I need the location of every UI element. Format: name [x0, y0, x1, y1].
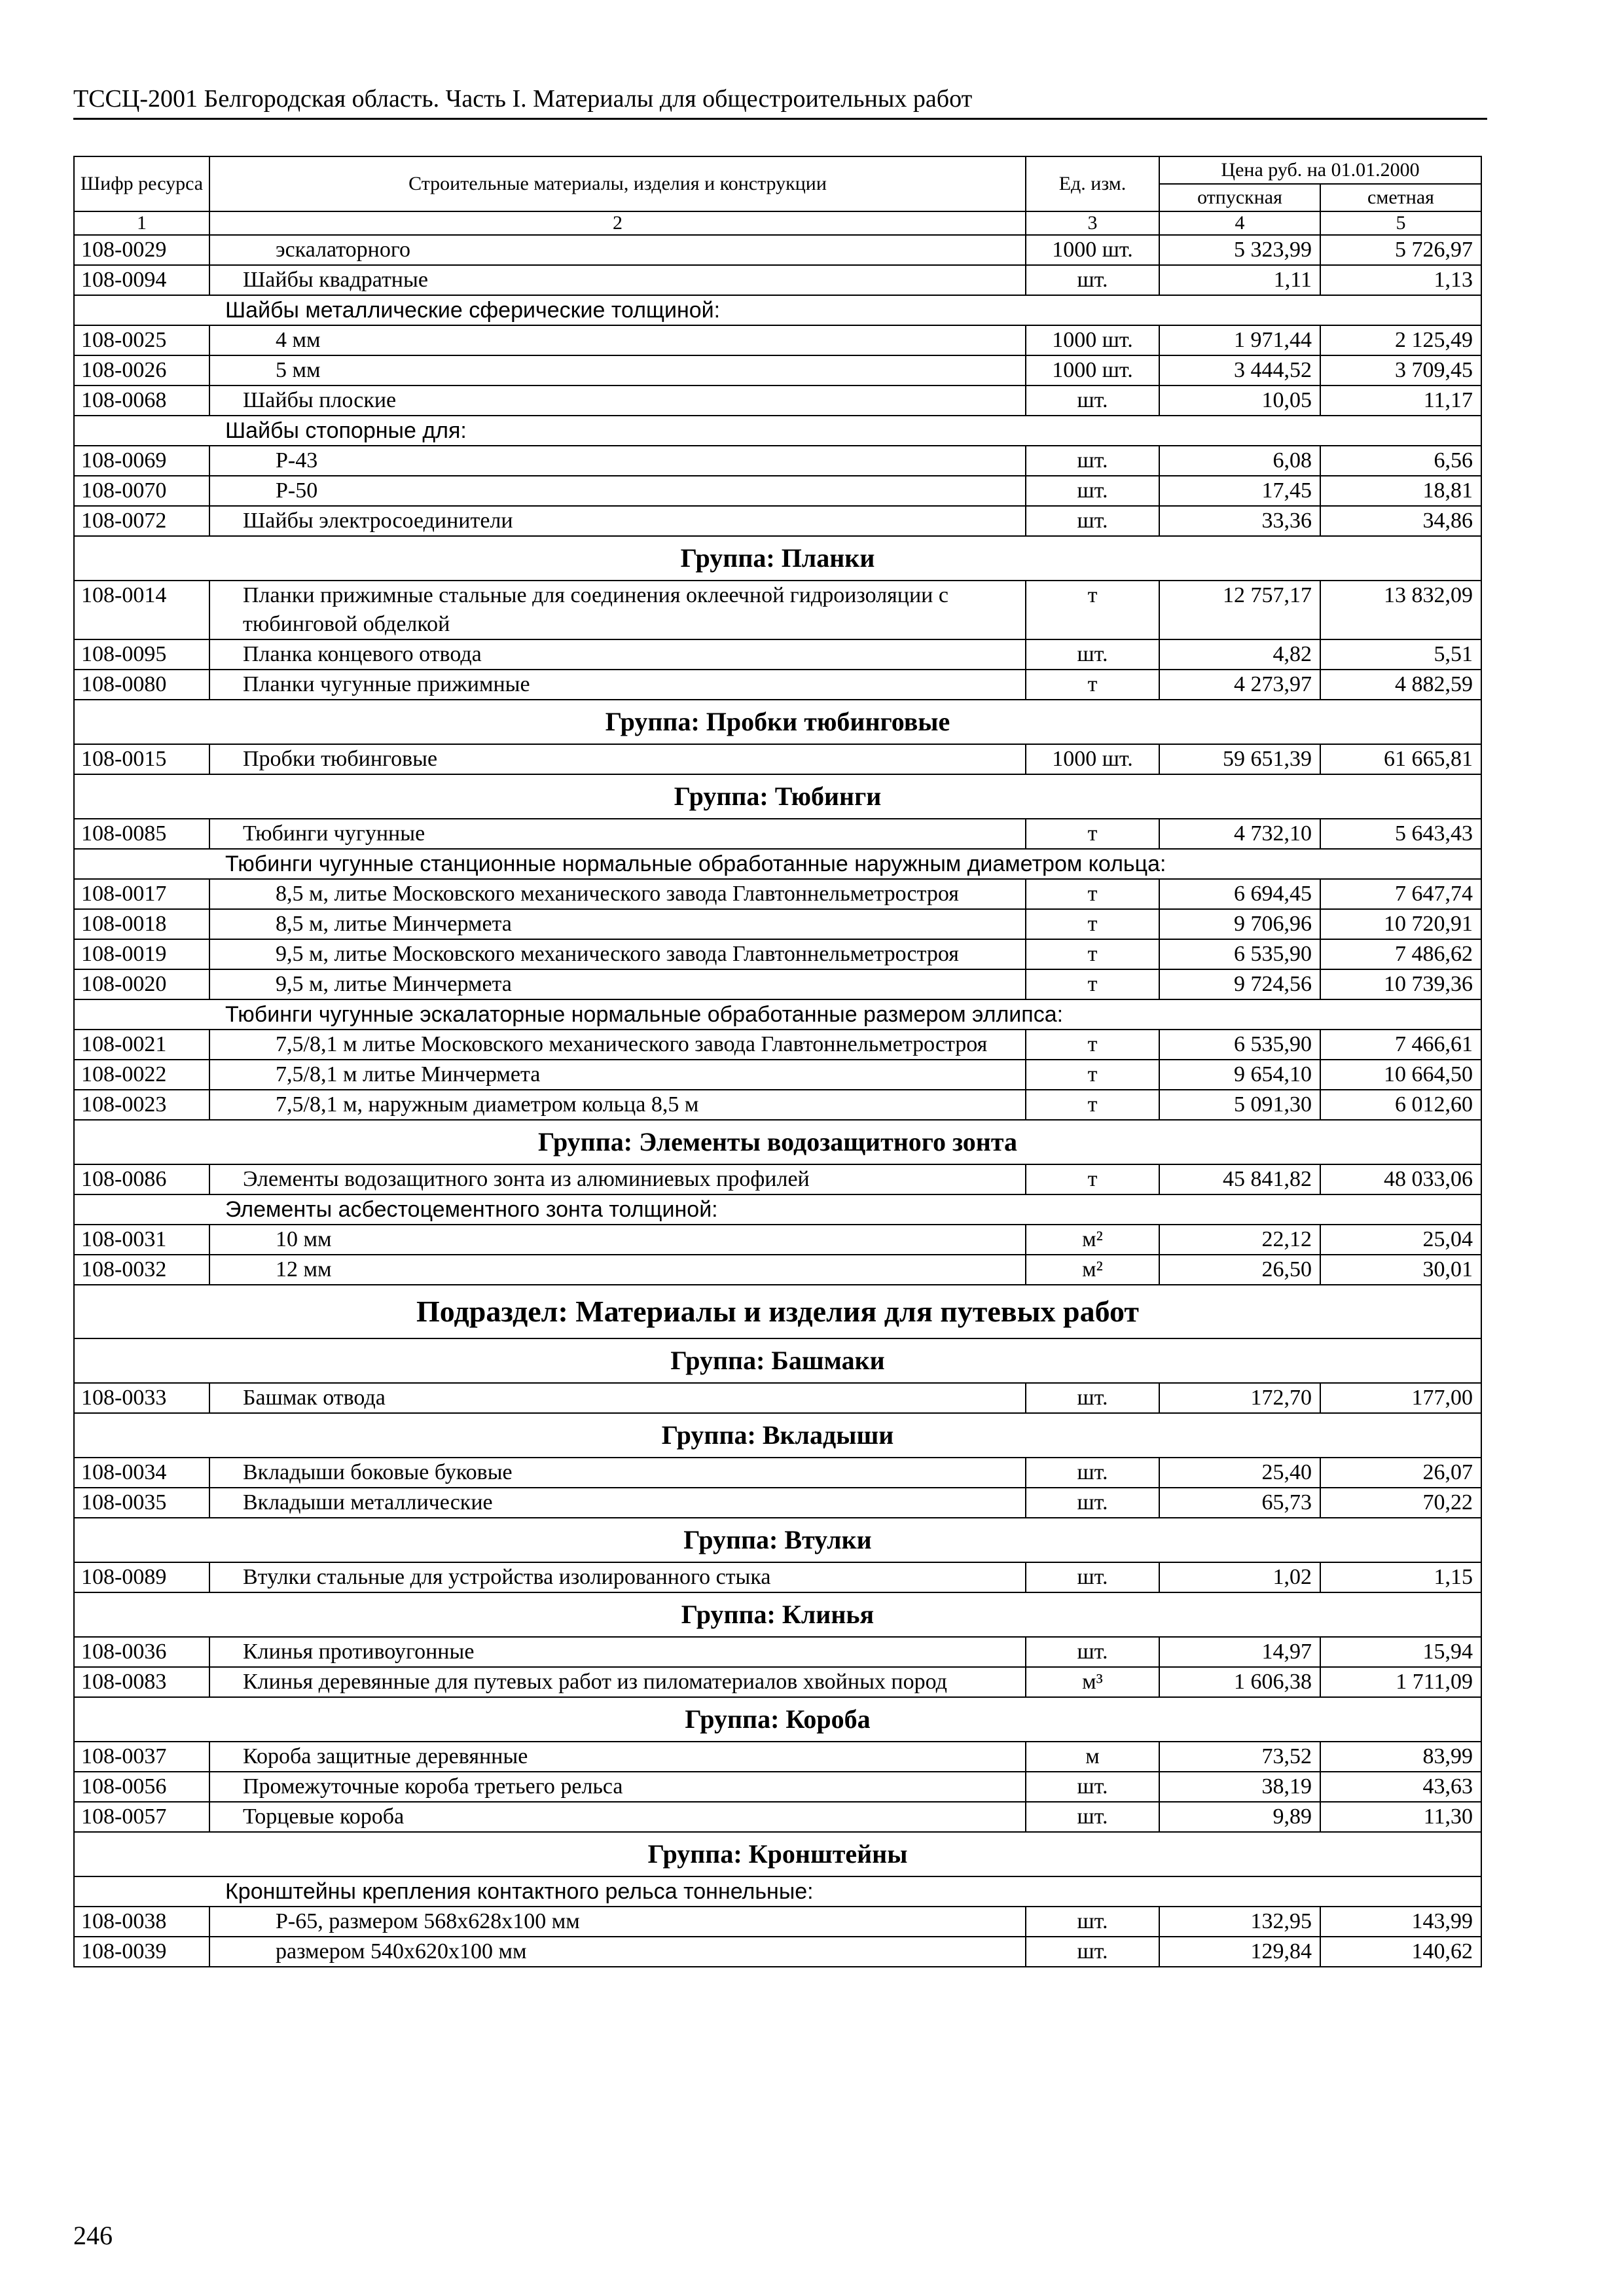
- release-price: 6,08: [1159, 446, 1320, 476]
- unit: шт.: [1026, 446, 1159, 476]
- estimate-price: 177,00: [1320, 1383, 1481, 1413]
- release-price: 38,19: [1159, 1772, 1320, 1802]
- resource-code: 108-0036: [74, 1637, 209, 1667]
- unit: шт.: [1026, 1458, 1159, 1488]
- release-price: 3 444,52: [1159, 355, 1320, 386]
- unit: шт.: [1026, 1907, 1159, 1937]
- material-name: Промежуточные короба третьего рельса: [209, 1772, 1026, 1802]
- resource-code: 108-0085: [74, 819, 209, 849]
- group-row: [74, 700, 1481, 744]
- group-title: Группа: Элементы водозащитного зонта: [74, 1120, 1481, 1164]
- table-row: [74, 939, 1481, 969]
- subtitle-row: [74, 416, 1481, 446]
- resource-code: 108-0031: [74, 1225, 209, 1255]
- material-name: 10 мм: [209, 1225, 1026, 1255]
- material-name: Планки прижимные стальные для соединения оклеечной гидроизоляции с тюбинговой обделкой: [209, 581, 1026, 639]
- subtitle-row: [74, 295, 1481, 325]
- resource-code: 108-0021: [74, 1030, 209, 1060]
- table-row: [74, 1772, 1481, 1802]
- estimate-price: 10 720,91: [1320, 909, 1481, 939]
- subtitle-row: [74, 849, 1481, 879]
- table-row: [74, 581, 1481, 639]
- estimate-price: 61 665,81: [1320, 744, 1481, 774]
- estimate-price: 1 711,09: [1320, 1667, 1481, 1697]
- unit: шт.: [1026, 476, 1159, 506]
- header-estimate-price: сметная: [1320, 184, 1481, 211]
- release-price: 1 971,44: [1159, 325, 1320, 355]
- material-name: Р-65, размером 568x628x100 мм: [209, 1907, 1026, 1937]
- resource-code: 108-0020: [74, 969, 209, 999]
- group-row: [74, 1697, 1481, 1742]
- subtitle: Элементы асбестоцементного зонта толщиной:: [74, 1194, 1481, 1225]
- release-price: 14,97: [1159, 1637, 1320, 1667]
- estimate-price: 13 832,09: [1320, 581, 1481, 639]
- unit: 1000 шт.: [1026, 325, 1159, 355]
- unit: т: [1026, 939, 1159, 969]
- subsection-row: [74, 1285, 1481, 1338]
- estimate-price: 11,17: [1320, 386, 1481, 416]
- release-price: 5 323,99: [1159, 235, 1320, 265]
- resource-code: 108-0039: [74, 1937, 209, 1967]
- resource-code: 108-0080: [74, 670, 209, 700]
- table-row: [74, 1667, 1481, 1697]
- estimate-price: 7 466,61: [1320, 1030, 1481, 1060]
- unit: т: [1026, 1164, 1159, 1194]
- release-price: 9,89: [1159, 1802, 1320, 1832]
- material-name: Вкладыши металлические: [209, 1488, 1026, 1518]
- unit: шт.: [1026, 1772, 1159, 1802]
- release-price: 9 724,56: [1159, 969, 1320, 999]
- group-row: [74, 536, 1481, 581]
- estimate-price: 6 012,60: [1320, 1090, 1481, 1120]
- unit: м²: [1026, 1225, 1159, 1255]
- estimate-price: 5 726,97: [1320, 235, 1481, 265]
- table-body: [74, 235, 1481, 1967]
- release-price: 4 273,97: [1159, 670, 1320, 700]
- unit: шт.: [1026, 386, 1159, 416]
- material-name: эскалаторного: [209, 235, 1026, 265]
- table-row: [74, 1060, 1481, 1090]
- material-name: Шайбы электросоединители: [209, 506, 1026, 536]
- table-row: [74, 1030, 1481, 1060]
- material-name: Элементы водозащитного зонта из алюминиевых профилей: [209, 1164, 1026, 1194]
- table-row: [74, 355, 1481, 386]
- resource-code: 108-0095: [74, 639, 209, 670]
- group-title: Группа: Башмаки: [74, 1338, 1481, 1383]
- unit: т: [1026, 879, 1159, 909]
- estimate-price: 26,07: [1320, 1458, 1481, 1488]
- material-name: Пробки тюбинговые: [209, 744, 1026, 774]
- release-price: 25,40: [1159, 1458, 1320, 1488]
- unit: шт.: [1026, 1383, 1159, 1413]
- material-name: 9,5 м, литье Минчермета: [209, 969, 1026, 999]
- resource-code: 108-0038: [74, 1907, 209, 1937]
- release-price: 26,50: [1159, 1255, 1320, 1285]
- subtitle: Шайбы стопорные для:: [74, 416, 1481, 446]
- resource-code: 108-0068: [74, 386, 209, 416]
- unit: шт.: [1026, 506, 1159, 536]
- subsection-title: Подраздел: Материалы и изделия для путевых работ: [74, 1285, 1481, 1338]
- resource-code: 108-0023: [74, 1090, 209, 1120]
- material-name: Р-50: [209, 476, 1026, 506]
- resource-code: 108-0019: [74, 939, 209, 969]
- estimate-price: 6,56: [1320, 446, 1481, 476]
- group-row: [74, 774, 1481, 819]
- material-name: Торцевые короба: [209, 1802, 1026, 1832]
- group-row: [74, 1518, 1481, 1562]
- estimate-price: 7 486,62: [1320, 939, 1481, 969]
- column-number: 4: [1159, 211, 1320, 235]
- unit: т: [1026, 1090, 1159, 1120]
- estimate-price: 143,99: [1320, 1907, 1481, 1937]
- release-price: 9 706,96: [1159, 909, 1320, 939]
- resource-code: 108-0070: [74, 476, 209, 506]
- unit: шт.: [1026, 1562, 1159, 1592]
- material-name: Шайбы плоские: [209, 386, 1026, 416]
- release-price: 73,52: [1159, 1742, 1320, 1772]
- group-title: Группа: Пробки тюбинговые: [74, 700, 1481, 744]
- release-price: 10,05: [1159, 386, 1320, 416]
- table-row: [74, 744, 1481, 774]
- release-price: 22,12: [1159, 1225, 1320, 1255]
- unit: 1000 шт.: [1026, 355, 1159, 386]
- subtitle: Шайбы металлические сферические толщиной:: [74, 295, 1481, 325]
- subtitle: Кронштейны крепления контактного рельса тоннельные:: [74, 1876, 1481, 1907]
- subtitle-row: [74, 999, 1481, 1030]
- table-row: [74, 265, 1481, 295]
- material-name: 8,5 м, литье Московского механического завода Главтоннельметростроя: [209, 879, 1026, 909]
- table-row: [74, 909, 1481, 939]
- table-row: [74, 235, 1481, 265]
- resource-code: 108-0086: [74, 1164, 209, 1194]
- estimate-price: 83,99: [1320, 1742, 1481, 1772]
- material-name: 9,5 м, литье Московского механического завода Главтоннельметростроя: [209, 939, 1026, 969]
- material-name: размером 540x620x100 мм: [209, 1937, 1026, 1967]
- group-title: Группа: Втулки: [74, 1518, 1481, 1562]
- estimate-price: 1,13: [1320, 265, 1481, 295]
- unit: т: [1026, 1060, 1159, 1090]
- estimate-price: 34,86: [1320, 506, 1481, 536]
- table-row: [74, 446, 1481, 476]
- release-price: 45 841,82: [1159, 1164, 1320, 1194]
- resource-code: 108-0037: [74, 1742, 209, 1772]
- resource-code: 108-0033: [74, 1383, 209, 1413]
- estimate-price: 1,15: [1320, 1562, 1481, 1592]
- table-row: [74, 386, 1481, 416]
- estimate-price: 140,62: [1320, 1937, 1481, 1967]
- estimate-price: 4 882,59: [1320, 670, 1481, 700]
- table-row: [74, 1937, 1481, 1967]
- header-release-price: отпускная: [1159, 184, 1320, 211]
- header-name: Строительные материалы, изделия и конструкции: [209, 156, 1026, 211]
- column-number: 5: [1320, 211, 1481, 235]
- unit: шт.: [1026, 1802, 1159, 1832]
- page-header: ТССЦ-2001 Белгородская область. Часть I. Материалы для общестроительных работ: [73, 82, 1487, 120]
- subtitle: Тюбинги чугунные эскалаторные нормальные обработанные размером эллипса:: [74, 999, 1481, 1030]
- estimate-price: 10 739,36: [1320, 969, 1481, 999]
- release-price: 4 732,10: [1159, 819, 1320, 849]
- release-price: 6 694,45: [1159, 879, 1320, 909]
- unit: т: [1026, 909, 1159, 939]
- estimate-price: 18,81: [1320, 476, 1481, 506]
- table-row: [74, 1164, 1481, 1194]
- unit: шт.: [1026, 1937, 1159, 1967]
- estimate-price: 70,22: [1320, 1488, 1481, 1518]
- estimate-price: 5 643,43: [1320, 819, 1481, 849]
- table-row: [74, 476, 1481, 506]
- unit: м²: [1026, 1255, 1159, 1285]
- resource-code: 108-0094: [74, 265, 209, 295]
- resource-code: 108-0014: [74, 581, 209, 639]
- group-row: [74, 1338, 1481, 1383]
- release-price: 9 654,10: [1159, 1060, 1320, 1090]
- unit: т: [1026, 581, 1159, 639]
- resource-code: 108-0029: [74, 235, 209, 265]
- unit: т: [1026, 969, 1159, 999]
- table-row: [74, 506, 1481, 536]
- material-name: Втулки стальные для устройства изолированного стыка: [209, 1562, 1026, 1592]
- release-price: 1,02: [1159, 1562, 1320, 1592]
- table-row: [74, 670, 1481, 700]
- material-name: 7,5/8,1 м литье Минчермета: [209, 1060, 1026, 1090]
- table-row: [74, 325, 1481, 355]
- table-row: [74, 1562, 1481, 1592]
- resource-code: 108-0022: [74, 1060, 209, 1090]
- resource-code: 108-0026: [74, 355, 209, 386]
- release-price: 129,84: [1159, 1937, 1320, 1967]
- unit: шт.: [1026, 1637, 1159, 1667]
- table-header-row: [74, 156, 1481, 184]
- group-title: Группа: Вкладыши: [74, 1413, 1481, 1458]
- estimate-price: 15,94: [1320, 1637, 1481, 1667]
- resource-code: 108-0083: [74, 1667, 209, 1697]
- table-row: [74, 1383, 1481, 1413]
- material-name: 12 мм: [209, 1255, 1026, 1285]
- release-price: 4,82: [1159, 639, 1320, 670]
- page-number: 246: [73, 2221, 113, 2250]
- resource-code: 108-0069: [74, 446, 209, 476]
- table-row: [74, 1907, 1481, 1937]
- group-title: Группа: Короба: [74, 1697, 1481, 1742]
- material-name: Р-43: [209, 446, 1026, 476]
- table-row: [74, 1458, 1481, 1488]
- material-name: Клинья противоугонные: [209, 1637, 1026, 1667]
- group-row: [74, 1413, 1481, 1458]
- material-name: Башмак отвода: [209, 1383, 1026, 1413]
- estimate-price: 43,63: [1320, 1772, 1481, 1802]
- resource-code: 108-0089: [74, 1562, 209, 1592]
- release-price: 1,11: [1159, 265, 1320, 295]
- column-number: 1: [74, 211, 209, 235]
- unit: м³: [1026, 1667, 1159, 1697]
- estimate-price: 10 664,50: [1320, 1060, 1481, 1090]
- table-row: [74, 1090, 1481, 1120]
- table-row: [74, 819, 1481, 849]
- resource-code: 108-0072: [74, 506, 209, 536]
- release-price: 1 606,38: [1159, 1667, 1320, 1697]
- price-table: [73, 156, 1482, 1967]
- unit: шт.: [1026, 639, 1159, 670]
- release-price: 132,95: [1159, 1907, 1320, 1937]
- release-price: 5 091,30: [1159, 1090, 1320, 1120]
- resource-code: 108-0057: [74, 1802, 209, 1832]
- unit: т: [1026, 1030, 1159, 1060]
- estimate-price: 48 033,06: [1320, 1164, 1481, 1194]
- material-name: Клинья деревянные для путевых работ из пиломатериалов хвойных пород: [209, 1667, 1026, 1697]
- resource-code: 108-0032: [74, 1255, 209, 1285]
- release-price: 172,70: [1159, 1383, 1320, 1413]
- release-price: 65,73: [1159, 1488, 1320, 1518]
- material-name: 8,5 м, литье Минчермета: [209, 909, 1026, 939]
- table-row: [74, 639, 1481, 670]
- material-name: 7,5/8,1 м, наружным диаметром кольца 8,5 м: [209, 1090, 1026, 1120]
- resource-code: 108-0018: [74, 909, 209, 939]
- release-price: 6 535,90: [1159, 939, 1320, 969]
- group-title: Группа: Клинья: [74, 1592, 1481, 1637]
- resource-code: 108-0017: [74, 879, 209, 909]
- table-row: [74, 1637, 1481, 1667]
- estimate-price: 2 125,49: [1320, 325, 1481, 355]
- release-price: 17,45: [1159, 476, 1320, 506]
- material-name: 4 мм: [209, 325, 1026, 355]
- material-name: Вкладыши боковые буковые: [209, 1458, 1026, 1488]
- header-price: Цена руб. на 01.01.2000: [1159, 156, 1481, 184]
- material-name: Короба защитные деревянные: [209, 1742, 1026, 1772]
- column-number: 2: [209, 211, 1026, 235]
- table-row: [74, 969, 1481, 999]
- unit: т: [1026, 670, 1159, 700]
- subtitle-row: [74, 1876, 1481, 1907]
- release-price: 33,36: [1159, 506, 1320, 536]
- unit: шт.: [1026, 265, 1159, 295]
- material-name: Планки чугунные прижимные: [209, 670, 1026, 700]
- resource-code: 108-0034: [74, 1458, 209, 1488]
- table-row: [74, 1225, 1481, 1255]
- column-numbers-row: [74, 211, 1481, 235]
- material-name: 5 мм: [209, 355, 1026, 386]
- table-row: [74, 1255, 1481, 1285]
- unit: 1000 шт.: [1026, 744, 1159, 774]
- subtitle-row: [74, 1194, 1481, 1225]
- group-title: Группа: Кронштейны: [74, 1832, 1481, 1876]
- release-price: 59 651,39: [1159, 744, 1320, 774]
- table-row: [74, 879, 1481, 909]
- estimate-price: 30,01: [1320, 1255, 1481, 1285]
- release-price: 6 535,90: [1159, 1030, 1320, 1060]
- release-price: 12 757,17: [1159, 581, 1320, 639]
- group-row: [74, 1592, 1481, 1637]
- resource-code: 108-0015: [74, 744, 209, 774]
- unit: м: [1026, 1742, 1159, 1772]
- estimate-price: 11,30: [1320, 1802, 1481, 1832]
- material-name: 7,5/8,1 м литье Московского механического завода Главтоннельметростроя: [209, 1030, 1026, 1060]
- unit: т: [1026, 819, 1159, 849]
- material-name: Шайбы квадратные: [209, 265, 1026, 295]
- header-unit: Ед. изм.: [1026, 156, 1159, 211]
- table-row: [74, 1802, 1481, 1832]
- material-name: Тюбинги чугунные: [209, 819, 1026, 849]
- group-title: Группа: Планки: [74, 536, 1481, 581]
- table-row: [74, 1488, 1481, 1518]
- column-number: 3: [1026, 211, 1159, 235]
- subtitle: Тюбинги чугунные станционные нормальные обработанные наружным диаметром кольца:: [74, 849, 1481, 879]
- resource-code: 108-0056: [74, 1772, 209, 1802]
- table-row: [74, 1742, 1481, 1772]
- estimate-price: 25,04: [1320, 1225, 1481, 1255]
- group-row: [74, 1832, 1481, 1876]
- estimate-price: 5,51: [1320, 639, 1481, 670]
- group-row: [74, 1120, 1481, 1164]
- estimate-price: 7 647,74: [1320, 879, 1481, 909]
- resource-code: 108-0035: [74, 1488, 209, 1518]
- group-title: Группа: Тюбинги: [74, 774, 1481, 819]
- unit: шт.: [1026, 1488, 1159, 1518]
- material-name: Планка концевого отвода: [209, 639, 1026, 670]
- header-code: Шифр ресурса: [74, 156, 209, 211]
- resource-code: 108-0025: [74, 325, 209, 355]
- unit: 1000 шт.: [1026, 235, 1159, 265]
- estimate-price: 3 709,45: [1320, 355, 1481, 386]
